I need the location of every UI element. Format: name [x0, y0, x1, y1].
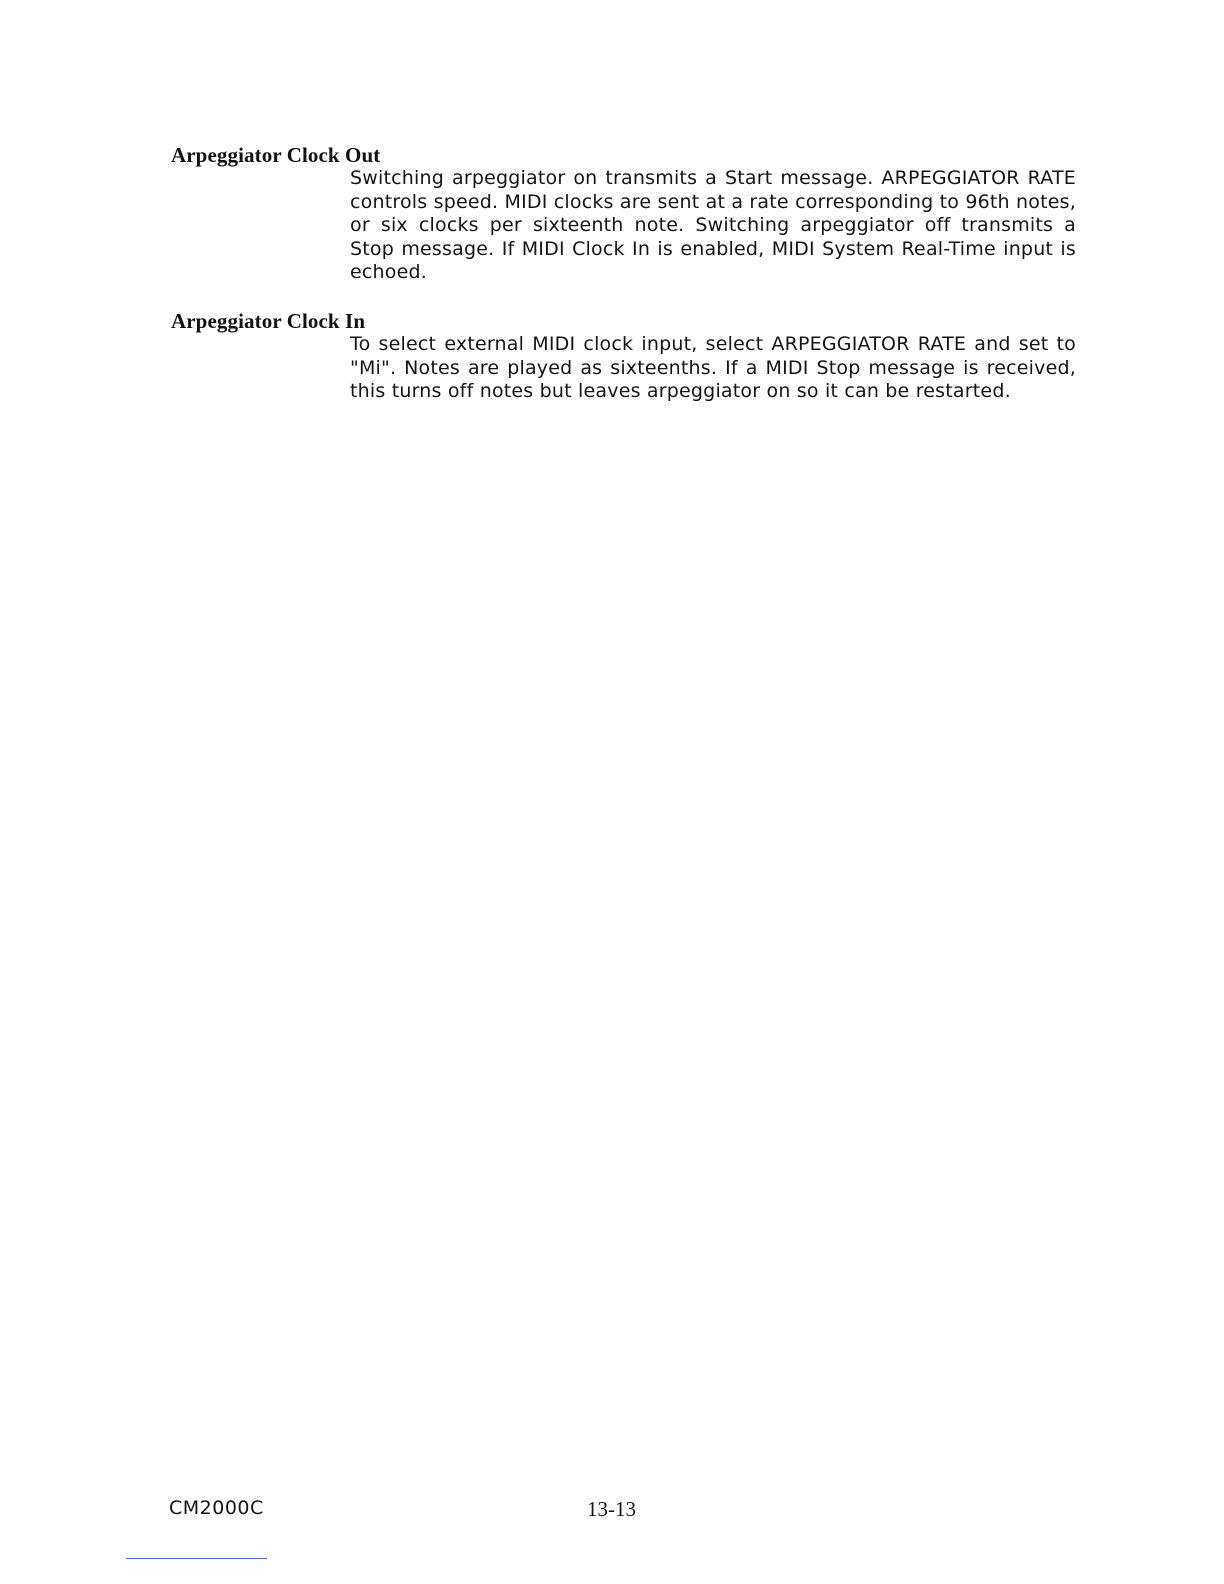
section-arpeggiator-clock-out: [171, 143, 1076, 285]
section-heading: Arpeggiator Clock Out: [171, 143, 381, 167]
section-body: To select external MIDI clock input, select ARPEGGIATOR RATE and set to "Mi". Notes are played as sixteenths. If a MIDI Stop message is received, this turns off notes but leaves arpeggiator on so it can be restarted.: [350, 333, 1076, 402]
section-heading: Arpeggiator Clock In: [171, 309, 366, 333]
section-body: Switching arpeggiator on transmits a Start message. ARPEGGIATOR RATE controls speed. MIDI clocks are sent at a rate corresponding to 96th notes, or six clocks per sixteenth note. Switching arpeggiator off transmits a Stop message. If MIDI Clock In is enabled, MIDI System Real-Time input is echoed.: [350, 167, 1076, 283]
section-arpeggiator-clock-in: [171, 309, 1076, 404]
document-id: CM2000C: [169, 1497, 264, 1519]
footer-divider: [126, 1558, 267, 1559]
page-number: 13-13: [587, 1497, 636, 1521]
